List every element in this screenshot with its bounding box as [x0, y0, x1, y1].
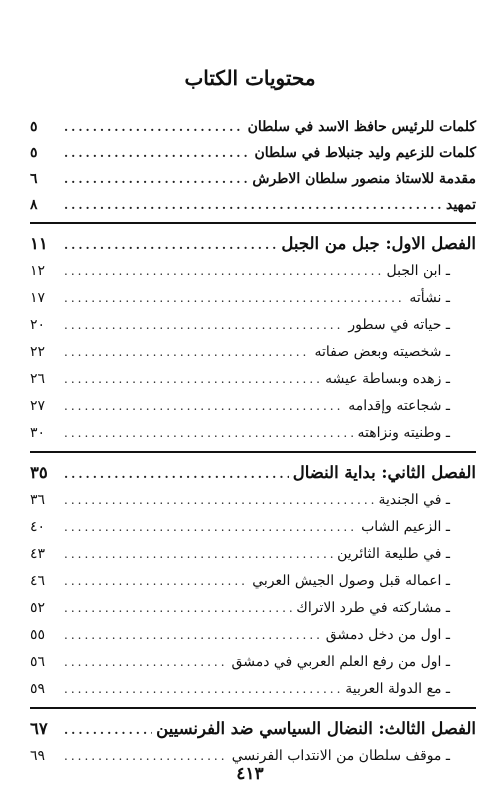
chapter-title: الفصل الاول: جبل من الجبل: [281, 234, 476, 253]
entry-label: ـ اول من رفع العلم العربي في دمشق: [231, 654, 450, 670]
toc-entry: [30, 541, 476, 568]
entry-page: ٤٦: [30, 573, 46, 589]
toc-entry: [30, 568, 476, 595]
entry-page: ٦٩: [30, 748, 46, 764]
toc-entry: [30, 595, 476, 622]
table-of-contents: [30, 114, 476, 770]
toc-entry: [30, 258, 476, 285]
leader-dots: [64, 460, 289, 488]
entry-label: ـ في الجندية: [378, 492, 450, 508]
entry-label: ـ نشأته: [409, 290, 450, 306]
entry-label: ـ ابن الجبل: [386, 263, 450, 279]
leader-dots: [64, 166, 248, 192]
entry-page: ٤٣: [30, 546, 46, 562]
page-number: ٤١٣: [236, 764, 264, 784]
toc-entry: [30, 339, 476, 366]
chapter-page: ٦٧: [30, 719, 48, 738]
entry-label: ـ مع الدولة العربية: [345, 681, 450, 697]
entry-page: ٣٦: [30, 492, 46, 508]
toc-entry: [30, 114, 476, 140]
leader-dots: [64, 258, 383, 285]
entry-label: ـ اعماله قبل وصول الجيش العربي: [252, 573, 450, 589]
toc-entry: [30, 166, 476, 192]
toc-entry: [30, 285, 476, 312]
leader-dots: [64, 541, 333, 568]
entry-page: ٥٩: [30, 681, 46, 697]
section-divider: [30, 451, 476, 453]
leader-dots: [64, 366, 321, 393]
entry-label: ـ الزعيم الشاب: [361, 519, 450, 535]
entry-label: ـ زهده وبساطة عيشه: [325, 371, 450, 387]
entry-page: ٨: [30, 197, 38, 213]
leader-dots: [64, 622, 322, 649]
leader-dots: [64, 285, 405, 312]
section-divider: [30, 222, 476, 224]
leader-dots: [64, 312, 344, 339]
toc-entry: [30, 312, 476, 339]
entry-label: ـ وطنيته ونزاهته: [357, 425, 450, 441]
leader-dots: [64, 140, 251, 166]
entry-page: ٥٦: [30, 654, 46, 670]
entry-label: تمهيد: [445, 197, 476, 213]
leader-dots: [64, 393, 344, 420]
toc-entry: [30, 393, 476, 420]
leader-dots: [64, 192, 442, 218]
entry-label: مقدمة للاستاذ منصور سلطان الاطرش: [252, 171, 476, 187]
entry-label: ـ اول من دخل دمشق: [325, 627, 450, 643]
leader-dots: [64, 595, 292, 622]
entry-page: ٢٦: [30, 371, 46, 387]
chapter-page: ١١: [30, 234, 48, 253]
chapter-page: ٣٥: [30, 463, 48, 482]
leader-dots: [64, 716, 152, 744]
leader-dots: [64, 676, 341, 703]
leader-dots: [64, 487, 374, 514]
leader-dots: [64, 649, 228, 676]
entry-label: ـ حياته في سطور: [348, 317, 450, 333]
leader-dots: [64, 514, 357, 541]
leader-dots: [64, 231, 277, 259]
entry-label: ـ شخصيته وبعض صفاته: [314, 344, 450, 360]
entry-page: ٢٢: [30, 344, 46, 360]
toc-entry: [30, 140, 476, 166]
toc-entry: [30, 366, 476, 393]
entry-page: ١٢: [30, 263, 46, 279]
entry-label: ـ مشاركته في طرد الاتراك: [296, 600, 450, 616]
entry-page: ٥٥: [30, 627, 46, 643]
entry-page: ١٧: [30, 290, 46, 306]
entry-page: ٥: [30, 119, 38, 135]
toc-entry: [30, 420, 476, 447]
leader-dots: [64, 568, 248, 595]
chapter-title: الفصل الثالث: النضال السياسي ضد الفرنسيين: [156, 719, 476, 738]
toc-entry: [30, 676, 476, 703]
toc-entry: [30, 622, 476, 649]
chapter-heading: [30, 230, 476, 258]
toc-entry: [30, 487, 476, 514]
entry-label: كلمات للرئيس حافظ الاسد في سلطان: [247, 119, 476, 135]
leader-dots: [64, 420, 354, 447]
chapter-heading: [30, 715, 476, 743]
entry-page: ٣٠: [30, 425, 46, 441]
entry-page: ٥٢: [30, 600, 46, 616]
entry-label: كلمات للزعيم وليد جنبلاط في سلطان: [254, 145, 476, 161]
toc-entry: [30, 649, 476, 676]
entry-label: ـ موقف سلطان من الانتداب الفرنسي: [231, 748, 450, 764]
toc-entry: [30, 192, 476, 218]
chapter-title: الفصل الثاني: بداية النضال: [292, 463, 476, 482]
leader-dots: [64, 114, 244, 140]
toc-entry: [30, 514, 476, 541]
page-title: محتويات الكتاب: [184, 66, 316, 90]
leader-dots: [64, 339, 310, 366]
entry-label: ـ شجاعته وإقدامه: [348, 398, 450, 414]
entry-label: ـ في طليعة الثائرين: [337, 546, 450, 562]
chapter-heading: [30, 459, 476, 487]
entry-page: ٤٠: [30, 519, 46, 535]
entry-page: ٥: [30, 145, 38, 161]
entry-page: ٢٧: [30, 398, 46, 414]
entry-page: ٦: [30, 171, 38, 187]
entry-page: ٢٠: [30, 317, 46, 333]
section-divider: [30, 707, 476, 709]
